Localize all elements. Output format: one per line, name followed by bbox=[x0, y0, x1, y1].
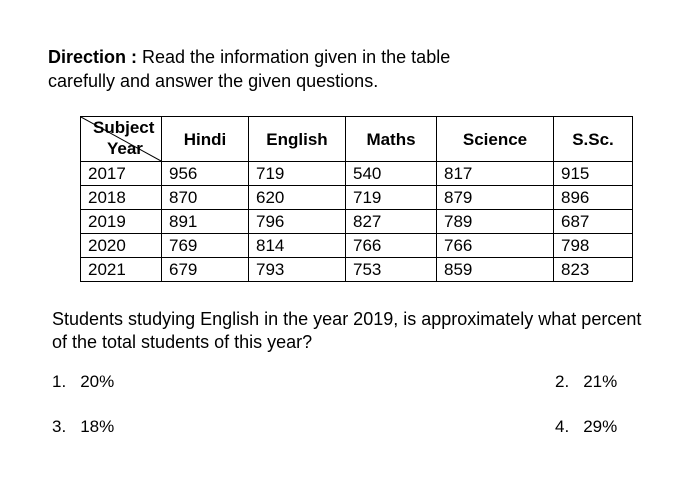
table-cell: 789 bbox=[437, 210, 554, 234]
table-cell: 859 bbox=[437, 258, 554, 282]
option-label: 21% bbox=[583, 372, 618, 391]
column-header-ssc: S.Sc. bbox=[554, 117, 633, 162]
option-4[interactable] bbox=[555, 417, 617, 437]
table-row bbox=[81, 162, 633, 186]
table-cell: 766 bbox=[346, 234, 437, 258]
option-number: 3. bbox=[52, 417, 67, 436]
year-cell: 2017 bbox=[81, 162, 162, 186]
table-cell: 719 bbox=[346, 186, 437, 210]
year-cell: 2021 bbox=[81, 258, 162, 282]
table-cell: 956 bbox=[162, 162, 249, 186]
corner-year-label: Year bbox=[107, 139, 143, 158]
table-header-row bbox=[81, 117, 633, 162]
column-header-hindi: Hindi bbox=[162, 117, 249, 162]
year-cell: 2018 bbox=[81, 186, 162, 210]
table-cell: 870 bbox=[162, 186, 249, 210]
table-cell: 879 bbox=[437, 186, 554, 210]
table-cell: 896 bbox=[554, 186, 633, 210]
table-cell: 891 bbox=[162, 210, 249, 234]
table-row bbox=[81, 186, 633, 210]
option-2[interactable] bbox=[555, 372, 617, 392]
direction-separator: : bbox=[126, 47, 143, 67]
option-label: 20% bbox=[80, 372, 115, 391]
option-number: 2. bbox=[555, 372, 570, 391]
table-cell: 540 bbox=[346, 162, 437, 186]
table-cell: 766 bbox=[437, 234, 554, 258]
table-cell: 798 bbox=[554, 234, 633, 258]
table-row bbox=[81, 210, 633, 234]
corner-header bbox=[81, 117, 162, 162]
direction-body: Read the information given in the table carefully and answer the given questions. bbox=[48, 47, 451, 91]
table-cell: 620 bbox=[249, 186, 346, 210]
table-row bbox=[81, 234, 633, 258]
table-cell: 796 bbox=[249, 210, 346, 234]
option-3[interactable] bbox=[52, 417, 114, 437]
table-cell: 769 bbox=[162, 234, 249, 258]
question-text: Students studying English in the year 2019, is approximately what percent of the total students of this year? bbox=[52, 309, 642, 352]
option-number: 4. bbox=[555, 417, 570, 436]
table-cell: 687 bbox=[554, 210, 633, 234]
option-1[interactable] bbox=[52, 372, 114, 392]
corner-subject-label: Subject bbox=[93, 118, 155, 137]
table-cell: 793 bbox=[249, 258, 346, 282]
table-cell: 817 bbox=[437, 162, 554, 186]
year-cell: 2020 bbox=[81, 234, 162, 258]
direction-label: Direction bbox=[48, 47, 127, 67]
year-cell: 2019 bbox=[81, 210, 162, 234]
column-header-science: Science bbox=[437, 117, 554, 162]
table-cell: 827 bbox=[346, 210, 437, 234]
table-cell: 719 bbox=[249, 162, 346, 186]
direction-text bbox=[48, 45, 508, 93]
table-cell: 679 bbox=[162, 258, 249, 282]
table-cell: 753 bbox=[346, 258, 437, 282]
table-cell: 823 bbox=[554, 258, 633, 282]
column-header-maths: Maths bbox=[346, 117, 437, 162]
option-number: 1. bbox=[52, 372, 67, 391]
data-table bbox=[80, 116, 633, 282]
table-cell: 915 bbox=[554, 162, 633, 186]
table-row bbox=[81, 258, 633, 282]
column-header-english: English bbox=[249, 117, 346, 162]
option-label: 18% bbox=[80, 417, 115, 436]
option-label: 29% bbox=[583, 417, 618, 436]
table-cell: 814 bbox=[249, 234, 346, 258]
